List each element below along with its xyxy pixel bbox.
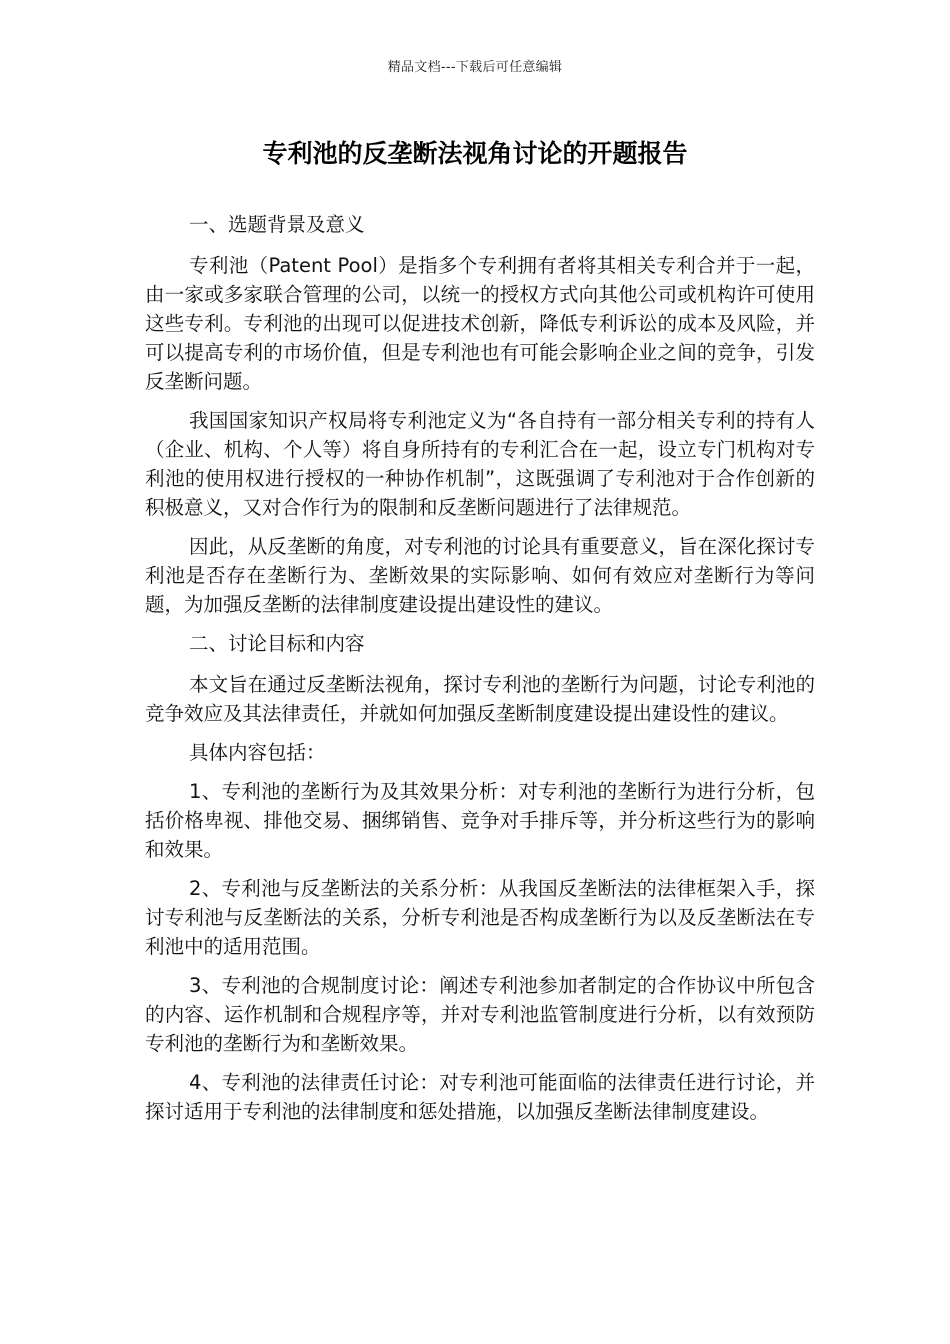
document-title: 专利池的反垄断法视角讨论的开题报告 — [262, 139, 688, 168]
paragraph-ip-office-definition: 我国国家知识产权局将专利池定义为“各自持有一部分相关专利的持有人（企业、机构、个人等）将自身所持有的专利汇合在一起，设立专门机构对专利池的使用权进行授权的一种协作机制”，这既强调了专利池对于合作创新的积极意义，又对合作行为的限制和反垄断问题进行了法律规范。 — [145, 409, 815, 519]
paragraph-patent-pool-definition: 专利池（Patent Pool）是指多个专利拥有者将其相关专利合并于一起，由一家或多家联合管理的公司，以统一的授权方式向其他公司或机构许可使用这些专利。专利池的出现可以促进技术创新，降低专利诉讼的成本及风险，并可以提高专利的市场价值，但是专利池也有可能会影响企业之间的竞争，引发反垄断问题。 — [145, 254, 815, 393]
list-item-1: 1、专利池的垄断行为及其效果分析：对专利池的垄断行为进行分析，包括价格卑视、排他交易、捆绑销售、竞争对手排斥等，并分析这些行为的影响和效果。 — [145, 780, 815, 861]
header-note: 精品文档---下载后可任意编辑 — [387, 60, 563, 75]
section-heading-background: 一、选题背景及意义 — [189, 213, 365, 236]
document-body — [145, 210, 815, 1136]
list-item-4: 4、专利池的法律责任讨论：对专利池可能面临的法律责任进行讨论，并探讨适用于专利池的法律制度和惩处措施，以加强反垄断法律制度建设。 — [145, 1071, 815, 1123]
list-item-2: 2、专利池与反垄断法的关系分析：从我国反垄断法的法律框架入手，探讨专利池与反垄断法的关系，分析专利池是否构成垄断行为以及反垄断法在专利池中的适用范围。 — [145, 877, 815, 958]
paragraph-objectives: 本文旨在通过反垄断法视角，探讨专利池的垄断行为问题，讨论专利池的竞争效应及其法律责任，并就如何加强反垄断制度建设提出建设性的建议。 — [145, 673, 815, 725]
list-item-3: 3、专利池的合规制度讨论：阐述专利池参加者制定的合作协议中所包含的内容、运作机制和合规程序等，并对专利池监管制度进行分析，以有效预防专利池的垄断行为和垄断效果。 — [145, 974, 815, 1055]
section-heading-objectives: 二、讨论目标和内容 — [189, 632, 365, 655]
paragraph-significance: 因此，从反垄断的角度，对专利池的讨论具有重要意义，旨在深化探讨专利池是否存在垄断行为、垄断效果的实际影响、如何有效应对垄断行为等问题，为加强反垄断的法律制度建设提出建设性的建议。 — [145, 535, 815, 616]
paragraph-contents-intro: 具体内容包括： — [189, 741, 326, 764]
